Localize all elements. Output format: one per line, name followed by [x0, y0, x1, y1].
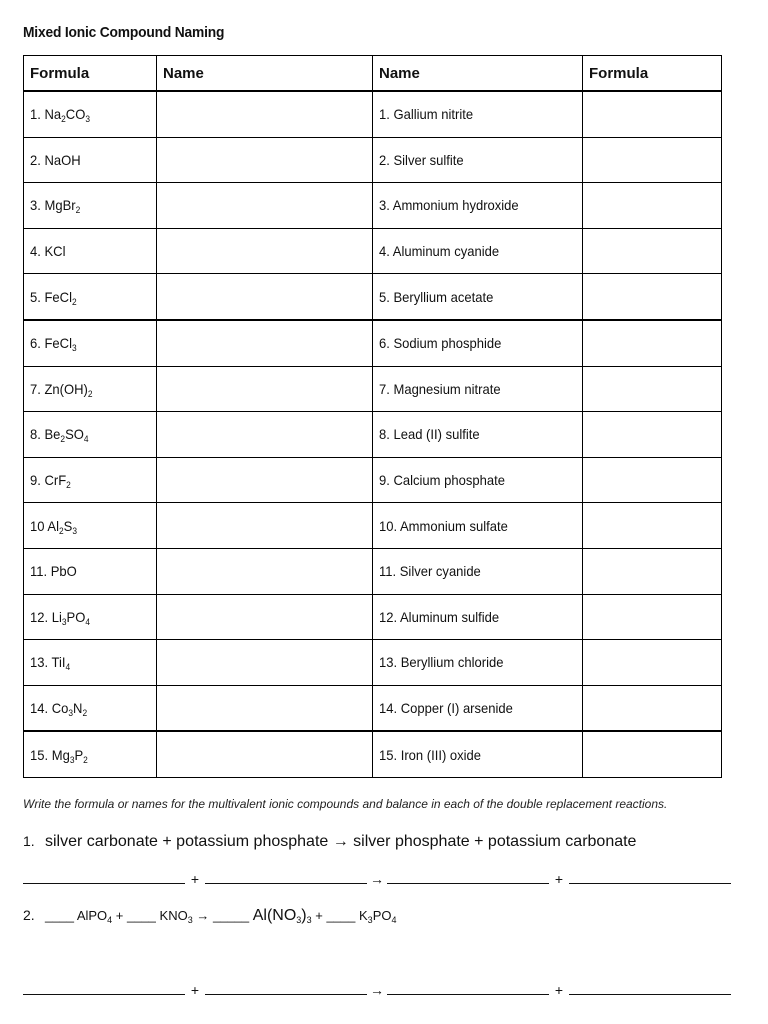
formula-cell: 13. TiI$_4$ [24, 640, 157, 686]
name-answer-cell[interactable] [157, 320, 373, 366]
answer-blank[interactable] [387, 869, 549, 884]
operator-symbol: + [190, 871, 200, 887]
name-cell: 5. Beryllium acetate [373, 274, 583, 320]
header-name-left: Name [157, 56, 373, 92]
answer-blank[interactable] [23, 869, 185, 884]
table-row [24, 548, 722, 594]
equation-1-number: 1. [23, 833, 35, 849]
formula-answer-cell[interactable] [583, 91, 722, 137]
formula-cell: 8. $Be_2SO_4$ [24, 412, 157, 458]
name-answer-cell[interactable] [157, 548, 373, 594]
operator-symbol: + [554, 982, 564, 998]
answer-blank[interactable] [23, 980, 185, 995]
formula-cell: 4. KCl [24, 228, 157, 274]
formula-answer-cell[interactable] [583, 594, 722, 640]
formula-cell: 3. MgBr$_2$ [24, 183, 157, 229]
name-answer-cell[interactable] [157, 91, 373, 137]
formula-answer-cell[interactable] [583, 548, 722, 594]
name-cell: 6. Sodium phosphide [373, 320, 583, 366]
name-answer-cell[interactable] [157, 366, 373, 412]
table-row [24, 594, 722, 640]
name-answer-cell[interactable] [157, 274, 373, 320]
table-row [24, 183, 722, 229]
header-formula-right: Formula [583, 56, 722, 92]
name-answer-cell[interactable] [157, 457, 373, 503]
name-cell: 15. Iron (III) oxide [373, 731, 583, 777]
equation-1-text: silver carbonate + potassium phosphate → silver phosphate + potassium carbonate [45, 833, 637, 850]
formula-answer-cell[interactable] [583, 320, 722, 366]
name-answer-cell[interactable] [157, 137, 373, 183]
name-cell: 4. Aluminum cyanide [373, 228, 583, 274]
formula-cell: 11. PbO [24, 548, 157, 594]
formula-answer-cell[interactable] [583, 228, 722, 274]
formula-answer-cell[interactable] [583, 137, 722, 183]
operator-symbol: + [190, 982, 200, 998]
equation-1 [23, 833, 636, 851]
formula-answer-cell[interactable] [583, 274, 722, 320]
header-name-right: Name [373, 56, 583, 92]
operator-symbol: → [370, 871, 384, 887]
formula-cell: 10 $Al_2S_3$ [24, 503, 157, 549]
operator-symbol: → [370, 982, 384, 998]
name-cell: 1. Gallium nitrite [373, 91, 583, 137]
table-row [24, 640, 722, 686]
name-answer-cell[interactable] [157, 685, 373, 731]
formula-answer-cell[interactable] [583, 183, 722, 229]
name-cell: 3. Ammonium hydroxide [373, 183, 583, 229]
formula-answer-cell[interactable] [583, 685, 722, 731]
name-answer-cell[interactable] [157, 640, 373, 686]
table-row [24, 457, 722, 503]
name-cell: 7. Magnesium nitrate [373, 366, 583, 412]
table-header-row [24, 56, 722, 92]
formula-cell: 9. CrF$_2$ [24, 457, 157, 503]
answer-blanks-1 [23, 869, 743, 887]
table-row [24, 91, 722, 137]
table-row [24, 137, 722, 183]
name-cell: 9. Calcium phosphate [373, 457, 583, 503]
table-row [24, 685, 722, 731]
name-answer-cell[interactable] [157, 731, 373, 777]
formula-cell: 14. $Co_3N_2$ [24, 685, 157, 731]
table-row [24, 320, 722, 366]
name-cell: 14. Copper (I) arsenide [373, 685, 583, 731]
header-formula-left: Formula [24, 56, 157, 92]
formula-answer-cell[interactable] [583, 366, 722, 412]
answer-blanks-2 [23, 980, 743, 998]
formula-cell: 15. $Mg_3P_2$ [24, 731, 157, 777]
formula-cell: 7. $Zn(OH)_2$ [24, 366, 157, 412]
formula-cell: 6. FeCl$_3$ [24, 320, 157, 366]
name-cell: 8. Lead (II) sulfite [373, 412, 583, 458]
formula-answer-cell[interactable] [583, 731, 722, 777]
equation-2-number: 2. [23, 907, 35, 923]
table-row [24, 731, 722, 777]
name-answer-cell[interactable] [157, 503, 373, 549]
answer-blank[interactable] [569, 869, 731, 884]
table-row [24, 412, 722, 458]
answer-blank[interactable] [205, 869, 367, 884]
naming-table [23, 55, 722, 778]
instructions-text: Write the formula or names for the multivalent ionic compounds and balance in each of the double replacement reactions. [23, 797, 668, 811]
answer-blank[interactable] [205, 980, 367, 995]
name-cell: 13. Beryllium chloride [373, 640, 583, 686]
formula-cell: 1. $Na_2CO_3$ [24, 91, 157, 137]
equation-2-text: ____ AlPO$_4$ + ____ $KNO_3$ → _____ $Al(NO_3)_3$ + ____ $K_3PO_4$ [45, 907, 397, 925]
formula-answer-cell[interactable] [583, 503, 722, 549]
formula-cell: 5. FeCl$_2$ [24, 274, 157, 320]
name-cell: 11. Silver cyanide [373, 548, 583, 594]
name-answer-cell[interactable] [157, 183, 373, 229]
name-answer-cell[interactable] [157, 228, 373, 274]
operator-symbol: + [554, 871, 564, 887]
equation-2 [23, 907, 397, 925]
table-row [24, 274, 722, 320]
formula-cell: 2. NaOH [24, 137, 157, 183]
answer-blank[interactable] [569, 980, 731, 995]
name-answer-cell[interactable] [157, 412, 373, 458]
formula-answer-cell[interactable] [583, 640, 722, 686]
formula-cell: 12. $Li_3PO_4$ [24, 594, 157, 640]
name-cell: 10. Ammonium sulfate [373, 503, 583, 549]
name-answer-cell[interactable] [157, 594, 373, 640]
formula-answer-cell[interactable] [583, 412, 722, 458]
formula-answer-cell[interactable] [583, 457, 722, 503]
table-row [24, 228, 722, 274]
page-title: Mixed Ionic Compound Naming [23, 24, 225, 41]
table-row [24, 366, 722, 412]
answer-blank[interactable] [387, 980, 549, 995]
table-row [24, 503, 722, 549]
name-cell: 12. Aluminum sulfide [373, 594, 583, 640]
name-cell: 2. Silver sulfite [373, 137, 583, 183]
